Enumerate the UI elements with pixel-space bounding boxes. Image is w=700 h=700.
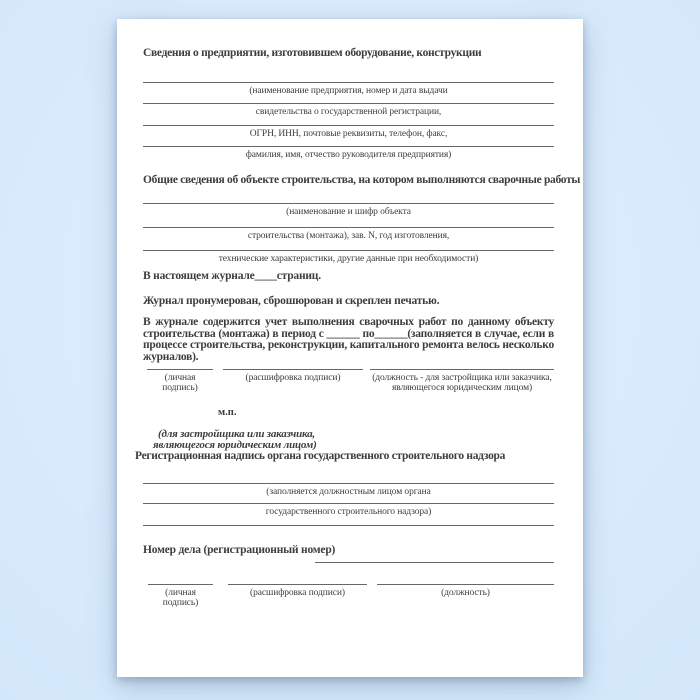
signature-row-top (143, 369, 554, 393)
signature-caption: (должность - для застройщика или заказчика, являющегося юридическим лицом) (372, 373, 552, 393)
case-number-label: Номер дела (регистрационный номер) (143, 544, 336, 556)
signature-caption: (расшифровка подписи) (245, 373, 341, 383)
signature-caption: (расшифровка подписи) (250, 588, 345, 598)
journal-period-paragraph: В журнале содержится учет выполнения сварочных работ по данному объекту строительства (монтажа) в период с ______ по______(заполняется в случае, если в процессе строительства, реконструкции, капитального ремонта велось несколько журналов). (143, 316, 554, 363)
fill-line (143, 503, 554, 517)
fill-line-caption: государственного строительного надзора) (265, 507, 432, 517)
fill-line-caption: строительства (монтажа), зав. N, год изготовления, (247, 231, 450, 241)
form-page (117, 19, 583, 677)
stamp-place-label: м.п. (218, 407, 237, 418)
builder-note-line1: (для застройщика или заказчика, (158, 428, 315, 440)
signature-line (377, 584, 554, 608)
journal-pages-text: В настоящем журнале____страниц. (143, 270, 321, 282)
registration-section-title: Регистрационная надпись органа государственного строительного надзора (135, 450, 506, 462)
fill-line (143, 146, 554, 160)
fill-line-caption: свидетельства о государственной регистрации, (255, 107, 442, 117)
fill-line (143, 483, 554, 497)
fill-line (143, 227, 554, 241)
form-content (135, 19, 581, 677)
signature-caption: (личная подпись) (162, 373, 198, 393)
fill-line-caption: (наименование и шифр объекта (286, 207, 411, 217)
signature-row-bottom (143, 584, 554, 608)
signature-line (370, 369, 554, 393)
fill-line (143, 103, 554, 117)
fill-line-caption: ОГРН, ИНН, почтовые реквизиты, телефон, факс, (249, 129, 448, 139)
signature-line (148, 584, 213, 608)
object-section-title: Общие сведения об объекте строительства, на котором выполняются сварочные работы (143, 174, 581, 186)
fill-line (143, 82, 554, 96)
builder-note-line2: являющегося юридическим лицом) (153, 439, 317, 451)
fill-line-caption: (заполняется должностным лицом органа (266, 487, 431, 497)
fill-line-caption: (наименование предприятия, номер и дата выдачи (249, 86, 448, 96)
signature-line (228, 584, 367, 608)
signature-line (223, 369, 363, 393)
case-number-fill-line (315, 562, 554, 563)
signature-line (147, 369, 213, 393)
fill-line (143, 125, 554, 139)
fill-line (143, 250, 554, 264)
journal-binding-text: Журнал пронумерован, сброшюрован и скреплен печатью. (143, 295, 440, 307)
signature-caption: (личная подпись) (162, 588, 199, 608)
signature-caption: (должность) (441, 588, 490, 598)
fill-line (143, 525, 554, 526)
fill-line-caption: технические характеристики, другие данные при необходимости) (218, 254, 479, 264)
fill-line-caption: фамилия, имя, отчество руководителя предприятия) (245, 150, 452, 160)
fill-line (143, 203, 554, 217)
company-section-title: Сведения о предприятии, изготовившем оборудование, конструкции (143, 47, 482, 59)
